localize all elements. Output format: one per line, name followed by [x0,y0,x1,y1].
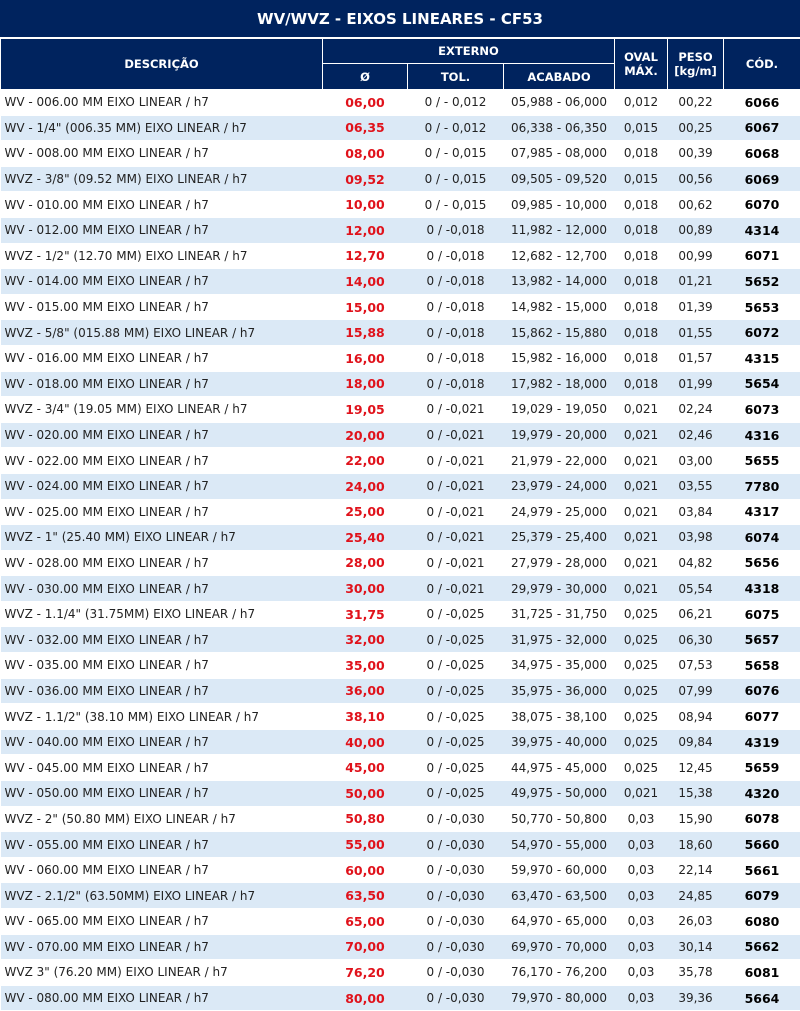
table-row [1,678,800,704]
cell-descricao: WV - 032.00 MM EIXO LINEAR / h7 [1,627,323,653]
cell-peso: 03,84 [668,499,724,525]
cell-codigo: 6079 [724,883,800,909]
cell-descricao: WVZ - 1/2" (12.70 MM) EIXO LINEAR / h7 [1,243,323,269]
cell-peso: 22,14 [668,857,724,883]
cell-acabado: 59,970 - 60,000 [504,857,615,883]
cell-descricao: WV - 016.00 MM EIXO LINEAR / h7 [1,345,323,371]
cell-tolerancia: 0 / -0,025 [408,601,504,627]
cell-oval: 0,03 [615,960,668,986]
cell-oval: 0,03 [615,909,668,935]
table-row [1,192,800,218]
cell-acabado: 07,985 - 08,000 [504,141,615,167]
cell-diametro: 19,05 [323,397,408,423]
cell-peso: 02,46 [668,422,724,448]
cell-diametro: 06,00 [323,90,408,116]
cell-descricao: WV - 006.00 MM EIXO LINEAR / h7 [1,90,323,116]
cell-acabado: 19,979 - 20,000 [504,422,615,448]
cell-descricao: WV - 028.00 MM EIXO LINEAR / h7 [1,550,323,576]
cell-codigo: 4320 [724,781,800,807]
table-row [1,115,800,141]
cell-descricao: WV - 080.00 MM EIXO LINEAR / h7 [1,985,323,1011]
cell-acabado: 35,975 - 36,000 [504,678,615,704]
table-row [1,832,800,858]
cell-tolerancia: 0 / -0,025 [408,704,504,730]
cell-peso: 01,55 [668,320,724,346]
cell-oval: 0,025 [615,678,668,704]
cell-tolerancia: 0 / -0,021 [408,550,504,576]
cell-peso: 07,99 [668,678,724,704]
cell-codigo: 6069 [724,166,800,192]
table-row [1,499,800,525]
cell-oval: 0,018 [615,294,668,320]
cell-diametro: 50,00 [323,781,408,807]
cell-codigo: 5652 [724,269,800,295]
cell-oval: 0,021 [615,448,668,474]
cell-tolerancia: 0 / -0,025 [408,755,504,781]
cell-acabado: 14,982 - 15,000 [504,294,615,320]
cell-tolerancia: 0 / -0,030 [408,857,504,883]
cell-peso: 07,53 [668,653,724,679]
cell-peso: 03,55 [668,473,724,499]
cell-descricao: WV - 012.00 MM EIXO LINEAR / h7 [1,217,323,243]
cell-oval: 0,03 [615,985,668,1011]
cell-tolerancia: 0 / -0,030 [408,883,504,909]
cell-diametro: 76,20 [323,960,408,986]
table-row [1,269,800,295]
table-row [1,806,800,832]
cell-oval: 0,018 [615,371,668,397]
cell-tolerancia: 0 / -0,018 [408,294,504,320]
cell-peso: 08,94 [668,704,724,730]
table-row [1,166,800,192]
cell-codigo: 5653 [724,294,800,320]
cell-oval: 0,021 [615,525,668,551]
cell-diametro: 25,00 [323,499,408,525]
cell-peso: 06,30 [668,627,724,653]
cell-tolerancia: 0 / -0,021 [408,448,504,474]
cell-descricao: WV - 060.00 MM EIXO LINEAR / h7 [1,857,323,883]
product-table [0,38,800,1011]
cell-descricao: WV - 036.00 MM EIXO LINEAR / h7 [1,678,323,704]
cell-tolerancia: 0 / -0,025 [408,653,504,679]
cell-acabado: 50,770 - 50,800 [504,806,615,832]
cell-diametro: 16,00 [323,345,408,371]
cell-peso: 00,25 [668,115,724,141]
cell-oval: 0,025 [615,755,668,781]
cell-diametro: 12,70 [323,243,408,269]
cell-descricao: WV - 014.00 MM EIXO LINEAR / h7 [1,269,323,295]
table-body [1,90,800,1011]
cell-peso: 00,99 [668,243,724,269]
cell-peso: 01,21 [668,269,724,295]
cell-descricao: WVZ - 3/4" (19.05 MM) EIXO LINEAR / h7 [1,397,323,423]
cell-descricao: WVZ - 5/8" (015.88 MM) EIXO LINEAR / h7 [1,320,323,346]
header-cod: CÓD. [724,39,800,90]
cell-acabado: 15,982 - 16,000 [504,345,615,371]
cell-oval: 0,03 [615,883,668,909]
table-row [1,243,800,269]
cell-acabado: 49,975 - 50,000 [504,781,615,807]
cell-tolerancia: 0 / -0,030 [408,832,504,858]
cell-acabado: 09,985 - 10,000 [504,192,615,218]
cell-diametro: 18,00 [323,371,408,397]
cell-acabado: 13,982 - 14,000 [504,269,615,295]
table-row [1,857,800,883]
cell-codigo: 5658 [724,653,800,679]
cell-peso: 00,62 [668,192,724,218]
cell-oval: 0,018 [615,320,668,346]
cell-peso: 00,22 [668,90,724,116]
cell-descricao: WV - 040.00 MM EIXO LINEAR / h7 [1,729,323,755]
cell-codigo: 6078 [724,806,800,832]
cell-acabado: 79,970 - 80,000 [504,985,615,1011]
table-row [1,422,800,448]
cell-acabado: 34,975 - 35,000 [504,653,615,679]
cell-descricao: WV - 022.00 MM EIXO LINEAR / h7 [1,448,323,474]
cell-descricao: WV - 070.00 MM EIXO LINEAR / h7 [1,934,323,960]
cell-codigo: 6067 [724,115,800,141]
cell-oval: 0,03 [615,832,668,858]
page-title: WV/WVZ - EIXOS LINEARES - CF53 [0,0,800,38]
cell-codigo: 5656 [724,550,800,576]
cell-tolerancia: 0 / -0,018 [408,371,504,397]
cell-tolerancia: 0 / -0,025 [408,781,504,807]
cell-codigo: 5662 [724,934,800,960]
cell-acabado: 19,029 - 19,050 [504,397,615,423]
cell-diametro: 50,80 [323,806,408,832]
cell-descricao: WV - 018.00 MM EIXO LINEAR / h7 [1,371,323,397]
cell-tolerancia: 0 / -0,030 [408,806,504,832]
cell-oval: 0,012 [615,90,668,116]
cell-oval: 0,025 [615,729,668,755]
cell-oval: 0,015 [615,115,668,141]
cell-acabado: 69,970 - 70,000 [504,934,615,960]
cell-codigo: 4314 [724,217,800,243]
cell-tolerancia: 0 / -0,021 [408,499,504,525]
header-oval: OVAL MÁX. [615,39,668,90]
cell-peso: 24,85 [668,883,724,909]
cell-oval: 0,018 [615,217,668,243]
cell-oval: 0,021 [615,473,668,499]
cell-codigo: 7780 [724,473,800,499]
cell-oval: 0,03 [615,857,668,883]
cell-diametro: 30,00 [323,576,408,602]
cell-codigo: 4315 [724,345,800,371]
cell-descricao: WVZ - 2" (50.80 MM) EIXO LINEAR / h7 [1,806,323,832]
cell-codigo: 4316 [724,422,800,448]
cell-tolerancia: 0 / - 0,015 [408,166,504,192]
cell-descricao: WV - 008.00 MM EIXO LINEAR / h7 [1,141,323,167]
table-row [1,755,800,781]
cell-codigo: 5659 [724,755,800,781]
cell-diametro: 70,00 [323,934,408,960]
cell-diametro: 80,00 [323,985,408,1011]
cell-acabado: 17,982 - 18,000 [504,371,615,397]
cell-oval: 0,03 [615,934,668,960]
cell-oval: 0,018 [615,269,668,295]
cell-tolerancia: 0 / -0,021 [408,422,504,448]
table-row [1,397,800,423]
cell-peso: 26,03 [668,909,724,935]
cell-diametro: 38,10 [323,704,408,730]
table-row [1,576,800,602]
table-row [1,294,800,320]
cell-descricao: WV - 1/4" (006.35 MM) EIXO LINEAR / h7 [1,115,323,141]
cell-codigo: 6074 [724,525,800,551]
cell-diametro: 45,00 [323,755,408,781]
cell-acabado: 54,970 - 55,000 [504,832,615,858]
cell-acabado: 15,862 - 15,880 [504,320,615,346]
cell-descricao: WV - 025.00 MM EIXO LINEAR / h7 [1,499,323,525]
cell-codigo: 4317 [724,499,800,525]
cell-descricao: WV - 050.00 MM EIXO LINEAR / h7 [1,781,323,807]
cell-acabado: 44,975 - 45,000 [504,755,615,781]
cell-diametro: 09,52 [323,166,408,192]
cell-diametro: 36,00 [323,678,408,704]
cell-codigo: 5660 [724,832,800,858]
table-row [1,985,800,1011]
cell-oval: 0,03 [615,806,668,832]
cell-acabado: 63,470 - 63,500 [504,883,615,909]
header-peso: PESO [kg/m] [668,39,724,90]
cell-descricao: WV - 035.00 MM EIXO LINEAR / h7 [1,653,323,679]
cell-codigo: 6077 [724,704,800,730]
cell-tolerancia: 0 / - 0,012 [408,90,504,116]
cell-codigo: 6068 [724,141,800,167]
cell-tolerancia: 0 / -0,021 [408,397,504,423]
cell-descricao: WVZ - 1.1/4" (31.75MM) EIXO LINEAR / h7 [1,601,323,627]
cell-oval: 0,021 [615,499,668,525]
cell-codigo: 4318 [724,576,800,602]
cell-descricao: WV - 030.00 MM EIXO LINEAR / h7 [1,576,323,602]
cell-acabado: 25,379 - 25,400 [504,525,615,551]
cell-oval: 0,021 [615,397,668,423]
table-row [1,627,800,653]
cell-diametro: 40,00 [323,729,408,755]
cell-codigo: 4319 [724,729,800,755]
cell-diametro: 63,50 [323,883,408,909]
table-row [1,345,800,371]
cell-descricao: WV - 045.00 MM EIXO LINEAR / h7 [1,755,323,781]
cell-peso: 30,14 [668,934,724,960]
cell-tolerancia: 0 / -0,018 [408,243,504,269]
cell-peso: 00,89 [668,217,724,243]
cell-diametro: 20,00 [323,422,408,448]
cell-tolerancia: 0 / -0,025 [408,678,504,704]
cell-peso: 05,54 [668,576,724,602]
cell-peso: 35,78 [668,960,724,986]
cell-acabado: 23,979 - 24,000 [504,473,615,499]
cell-codigo: 6080 [724,909,800,935]
cell-oval: 0,015 [615,166,668,192]
cell-oval: 0,018 [615,141,668,167]
cell-descricao: WV - 055.00 MM EIXO LINEAR / h7 [1,832,323,858]
cell-codigo: 6076 [724,678,800,704]
cell-descricao: WV - 024.00 MM EIXO LINEAR / h7 [1,473,323,499]
cell-acabado: 12,682 - 12,700 [504,243,615,269]
cell-tolerancia: 0 / - 0,015 [408,141,504,167]
cell-peso: 18,60 [668,832,724,858]
cell-codigo: 6070 [724,192,800,218]
table-row [1,448,800,474]
cell-oval: 0,021 [615,550,668,576]
cell-diametro: 08,00 [323,141,408,167]
cell-peso: 00,39 [668,141,724,167]
cell-oval: 0,021 [615,422,668,448]
table-row [1,371,800,397]
cell-acabado: 05,988 - 06,000 [504,90,615,116]
header-externo: EXTERNO [323,39,615,64]
cell-diametro: 06,35 [323,115,408,141]
table-row [1,217,800,243]
cell-diametro: 35,00 [323,653,408,679]
cell-acabado: 31,975 - 32,000 [504,627,615,653]
table-row [1,550,800,576]
cell-tolerancia: 0 / -0,018 [408,269,504,295]
cell-acabado: 31,725 - 31,750 [504,601,615,627]
cell-oval: 0,025 [615,704,668,730]
header-acabado: ACABADO [504,64,615,90]
cell-peso: 06,21 [668,601,724,627]
table-row [1,704,800,730]
cell-tolerancia: 0 / -0,025 [408,627,504,653]
cell-peso: 15,38 [668,781,724,807]
cell-diametro: 31,75 [323,601,408,627]
header-diametro: Ø [323,64,408,90]
table-row [1,781,800,807]
cell-tolerancia: 0 / -0,030 [408,985,504,1011]
cell-diametro: 55,00 [323,832,408,858]
cell-oval: 0,018 [615,345,668,371]
cell-peso: 01,99 [668,371,724,397]
table-row [1,473,800,499]
cell-oval: 0,018 [615,192,668,218]
cell-descricao: WVZ - 1" (25.40 MM) EIXO LINEAR / h7 [1,525,323,551]
table-row [1,934,800,960]
cell-acabado: 09,505 - 09,520 [504,166,615,192]
cell-acabado: 29,979 - 30,000 [504,576,615,602]
cell-tolerancia: 0 / -0,021 [408,473,504,499]
cell-acabado: 38,075 - 38,100 [504,704,615,730]
cell-codigo: 6071 [724,243,800,269]
table-row [1,320,800,346]
cell-diametro: 28,00 [323,550,408,576]
cell-peso: 03,98 [668,525,724,551]
table-row [1,729,800,755]
table-row [1,653,800,679]
cell-peso: 00,56 [668,166,724,192]
cell-tolerancia: 0 / -0,018 [408,320,504,346]
cell-peso: 15,90 [668,806,724,832]
cell-diametro: 10,00 [323,192,408,218]
table-row [1,90,800,116]
cell-codigo: 5657 [724,627,800,653]
cell-codigo: 5654 [724,371,800,397]
cell-acabado: 64,970 - 65,000 [504,909,615,935]
cell-oval: 0,025 [615,601,668,627]
cell-oval: 0,021 [615,576,668,602]
cell-tolerancia: 0 / -0,030 [408,934,504,960]
cell-descricao: WVZ - 2.1/2" (63.50MM) EIXO LINEAR / h7 [1,883,323,909]
table-row [1,909,800,935]
cell-diametro: 14,00 [323,269,408,295]
cell-tolerancia: 0 / -0,021 [408,576,504,602]
cell-diametro: 32,00 [323,627,408,653]
cell-tolerancia: 0 / - 0,012 [408,115,504,141]
cell-diametro: 15,88 [323,320,408,346]
cell-oval: 0,018 [615,243,668,269]
cell-tolerancia: 0 / -0,030 [408,960,504,986]
cell-tolerancia: 0 / -0,025 [408,729,504,755]
table-row [1,141,800,167]
cell-codigo: 5661 [724,857,800,883]
cell-codigo: 6081 [724,960,800,986]
cell-tolerancia: 0 / - 0,015 [408,192,504,218]
cell-acabado: 76,170 - 76,200 [504,960,615,986]
cell-peso: 03,00 [668,448,724,474]
cell-peso: 12,45 [668,755,724,781]
cell-peso: 01,39 [668,294,724,320]
cell-descricao: WV - 020.00 MM EIXO LINEAR / h7 [1,422,323,448]
cell-codigo: 5655 [724,448,800,474]
cell-diametro: 24,00 [323,473,408,499]
cell-diametro: 60,00 [323,857,408,883]
cell-codigo: 6066 [724,90,800,116]
cell-acabado: 11,982 - 12,000 [504,217,615,243]
cell-codigo: 6073 [724,397,800,423]
cell-tolerancia: 0 / -0,021 [408,525,504,551]
cell-descricao: WV - 015.00 MM EIXO LINEAR / h7 [1,294,323,320]
table-row [1,525,800,551]
cell-peso: 01,57 [668,345,724,371]
cell-diametro: 12,00 [323,217,408,243]
table-row [1,883,800,909]
cell-tolerancia: 0 / -0,018 [408,217,504,243]
cell-descricao: WV - 010.00 MM EIXO LINEAR / h7 [1,192,323,218]
cell-descricao: WVZ - 1.1/2" (38.10 MM) EIXO LINEAR / h7 [1,704,323,730]
cell-descricao: WVZ - 3/8" (09.52 MM) EIXO LINEAR / h7 [1,166,323,192]
cell-diametro: 65,00 [323,909,408,935]
cell-diametro: 15,00 [323,294,408,320]
cell-diametro: 22,00 [323,448,408,474]
cell-oval: 0,025 [615,653,668,679]
cell-peso: 09,84 [668,729,724,755]
cell-diametro: 25,40 [323,525,408,551]
cell-acabado: 27,979 - 28,000 [504,550,615,576]
table-row [1,960,800,986]
table-row [1,601,800,627]
cell-tolerancia: 0 / -0,018 [408,345,504,371]
cell-acabado: 24,979 - 25,000 [504,499,615,525]
cell-peso: 04,82 [668,550,724,576]
cell-acabado: 39,975 - 40,000 [504,729,615,755]
cell-oval: 0,021 [615,781,668,807]
cell-codigo: 6075 [724,601,800,627]
cell-acabado: 21,979 - 22,000 [504,448,615,474]
cell-peso: 02,24 [668,397,724,423]
cell-acabado: 06,338 - 06,350 [504,115,615,141]
cell-descricao: WVZ 3" (76.20 MM) EIXO LINEAR / h7 [1,960,323,986]
cell-peso: 39,36 [668,985,724,1011]
cell-descricao: WV - 065.00 MM EIXO LINEAR / h7 [1,909,323,935]
header-tol: TOL. [408,64,504,90]
cell-codigo: 6072 [724,320,800,346]
header-descricao: DESCRIÇÃO [1,39,323,90]
cell-codigo: 5664 [724,985,800,1011]
cell-oval: 0,025 [615,627,668,653]
cell-tolerancia: 0 / -0,030 [408,909,504,935]
